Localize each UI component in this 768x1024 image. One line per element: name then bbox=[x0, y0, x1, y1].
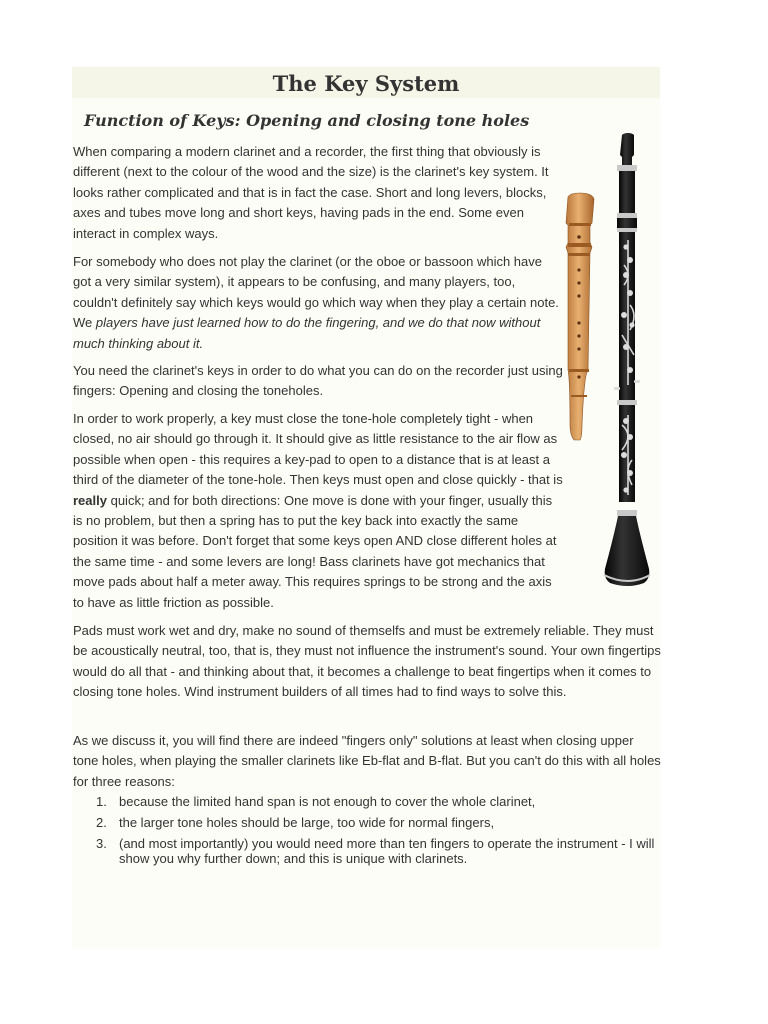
paragraph-5 bbox=[73, 621, 661, 703]
paragraph-6-text: As we discuss it, you will find there are indeed "fingers only" solutions at least when closing upper tone holes, when playing the smaller clarinets like Eb-flat and B-flat. But you can't do this with all holes for three reasons: bbox=[73, 733, 661, 789]
paragraph-1-text: When comparing a modern clarinet and a recorder, the first thing that obviously is different (next to the colour of the wood and the size) is the clarinet's key system. It looks rather complicated and that is in fact the case. Short and long levers, blocks, axes and tubes move long and short keys, having pads in the end. Some even interact in complex ways. bbox=[73, 144, 549, 241]
reasons-list bbox=[96, 794, 660, 872]
list-item bbox=[96, 794, 660, 809]
paragraph-4-text: In order to work properly, a key must close the tone-hole completely tight - when closed, no air should go through it. It should give as little resistance to the air flow as possible when open - this requires a key-pad to open to a distance that is at least a third of the diameter of the tone-hole. Then keys must open and close quickly - that is bbox=[73, 411, 563, 488]
section-subtitle: Function of Keys: Opening and closing tone holes bbox=[84, 111, 530, 130]
list-item bbox=[96, 836, 660, 866]
list-number: 2. bbox=[96, 815, 107, 830]
list-item-text: the larger tone holes should be large, too wide for normal fingers, bbox=[119, 815, 495, 830]
paragraph-4-bold: really bbox=[73, 492, 107, 508]
paragraph-2-text: For somebody who does not play the clarinet (or the oboe or bassoon which have got a very similar system), it appears to be confusing, and many players, too, couldn't definitely say which keys would go which way when they play a certain note. We bbox=[73, 254, 559, 331]
list-number: 1. bbox=[96, 794, 107, 809]
paragraph-2 bbox=[73, 252, 563, 354]
paragraph-1 bbox=[73, 142, 563, 244]
list-item-text: because the limited hand span is not enough to cover the whole clarinet, bbox=[119, 794, 536, 809]
list-number: 3. bbox=[96, 836, 107, 851]
paragraph-5-text: Pads must work wet and dry, make no sound of themselfs and must be extremely reliable. They must be acoustically neutral, too, that is, they must not influence the instrument's sound. Your own fingertips would do all that - and thinking about that, it becomes a challenge to beat fingertips when it comes to closing tone holes. Wind instrument builders of all times had to find ways to solve this. bbox=[73, 623, 661, 700]
paragraph-4-text-end: quick; and for both directions: One move is done with your finger, usually this is no problem, but then a spring has to put the key back into exactly the same position it was before. Don't forget that some keys open AND close different holes at the same time - and some levers are long! Bass clarinets have got mechanics that move pads about half a meter away. This requires springs to be strong and the axis to have as little friction as possible. bbox=[73, 492, 557, 610]
clarinet-image bbox=[604, 133, 650, 586]
instrument-image-panel bbox=[562, 125, 662, 605]
paragraph-2-italic: players have just learned how to do the fingering, and we do that now without much thinking about it. bbox=[73, 315, 541, 351]
recorder-image bbox=[566, 193, 594, 440]
instrument-illustration bbox=[562, 125, 662, 605]
list-item bbox=[96, 815, 660, 830]
paragraph-6 bbox=[73, 731, 661, 792]
paragraph-3-text: You need the clarinet's keys in order to do what you can do on the recorder just using fingers: Opening and closing the toneholes. bbox=[73, 363, 563, 399]
paragraph-4 bbox=[73, 409, 563, 613]
list-item-text: (and most importantly) you would need more than ten fingers to operate the instrument - I will show you why further down; and this is unique with clarinets. bbox=[119, 836, 655, 866]
page-title: The Key System bbox=[272, 71, 460, 96]
paragraph-3 bbox=[73, 361, 563, 402]
